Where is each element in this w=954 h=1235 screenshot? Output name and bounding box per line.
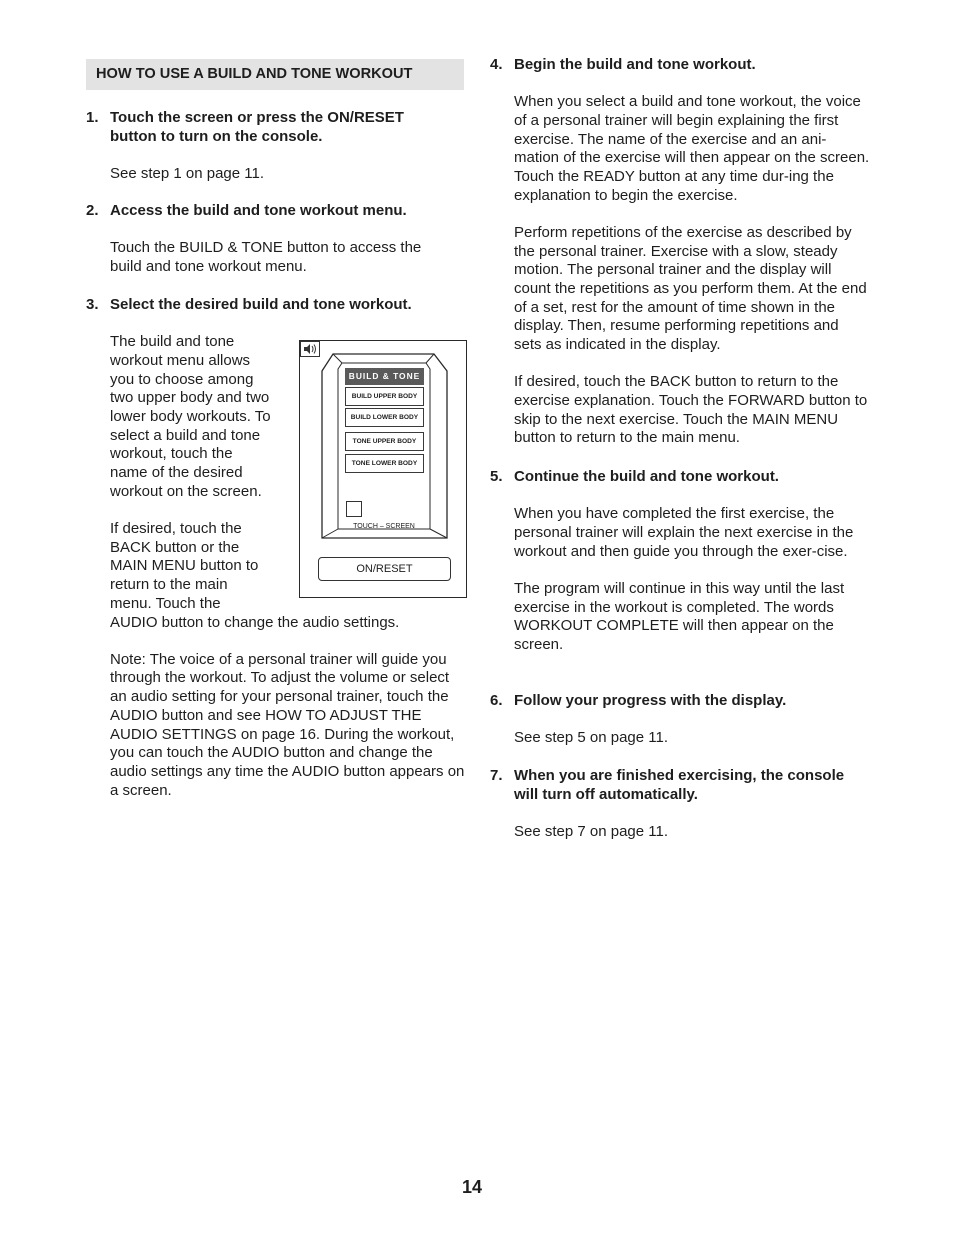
touch-screen-label: TOUCH – SCREEN — [353, 523, 415, 530]
console-item-build-upper[interactable]: BUILD UPPER BODY — [345, 387, 424, 406]
step-number: 6. — [490, 692, 503, 709]
speaker-icon[interactable] — [300, 341, 320, 357]
step-5-title: 5. Continue the build and tone workout. — [490, 468, 779, 485]
step-1-text: See step 1 on page 11. — [110, 164, 265, 182]
step-4-text-3: If desired, touch the BACK button to return to the exercise explanation. Touch the FORWARD button to skip to the next exercise. Touch the MAIN MENU button to return to the main menu. — [514, 373, 868, 447]
step-3-note: Note: The voice of a personal trainer will guide you through the workout. To adjust the volume or select an audio setting for your personal trainer, touch the AUDIO button and see HOW TO ADJUST THE AUDIO SETTINGS on page 16. During the workout, you can touch the AUDIO button and change the audio settings any time the AUDIO button appears on a screen. — [110, 650, 465, 799]
step-2-title: 2. Access the build and tone workout menu. — [86, 202, 407, 219]
step-number: 1. — [86, 109, 99, 126]
step-3-title: 3. Select the desired build and tone workout. — [86, 296, 412, 313]
step-number: 7. — [490, 767, 503, 784]
on-reset-button[interactable]: ON/RESET — [318, 557, 451, 581]
step-7-text: See step 7 on page 11. — [514, 822, 669, 840]
step-6-text: See step 5 on page 11. — [514, 729, 669, 747]
page-number: 14 — [462, 1177, 483, 1197]
step-4-text-1: When you select a build and tone workout, the voice of a personal trainer will begin explaining the first exercise. The name of the exercise and an ani-mation of the exercise will then appear on the screen. Touch the READY button at any time dur-ing the explanation to begin the exercise. — [514, 93, 870, 204]
step-7-title: 7. When you are finished exercising, the console will turn off automatically. — [490, 767, 845, 803]
step-number: 3. — [86, 296, 99, 313]
step-number: 4. — [490, 56, 503, 73]
step-5-text-2: The program will continue in this way until the last exercise in the workout is completed. The words WORKOUT COMPLETE will then appear on the screen. — [514, 579, 845, 653]
step-number: 5. — [490, 468, 503, 485]
console-menu-title: BUILD & TONE — [345, 368, 424, 385]
step-2-text: Touch the BUILD & TONE button to access the build and tone workout menu. — [110, 239, 422, 275]
step-2 — [86, 202, 456, 277]
step-4 — [490, 56, 870, 448]
step-3-menu-text: The build and tone workout menu allows you to choose among two upper body and two lower body workouts. To select a build and tone workout, touch the name of the desired workout on the screen. — [110, 333, 271, 500]
step-1-title: 1. Touch the screen or press the ON/RESET button to turn on the console. — [86, 109, 404, 145]
back-button-icon[interactable] — [346, 501, 362, 517]
step-1 — [86, 109, 466, 184]
console-illustration — [299, 340, 467, 598]
section-header: HOW TO USE A BUILD AND TONE WORKOUT — [86, 59, 464, 90]
console-item-tone-upper[interactable]: TONE UPPER BODY — [345, 432, 424, 451]
console-item-build-lower[interactable]: BUILD LOWER BODY — [345, 408, 424, 427]
step-6-title: 6. Follow your progress with the display. — [490, 692, 787, 709]
step-5-text-1: When you have completed the first exercise, the personal trainer will explain the next exercise in the workout and then guide you through the exer-cise. — [514, 505, 854, 560]
step-6 — [490, 692, 870, 748]
step-number: 2. — [86, 202, 99, 219]
step-5 — [490, 468, 870, 655]
step-3-back-text: If desired, touch the BACK button or the MAIN MENU button to return to the main menu. Touch the AUDIO button to change the audio settings. — [110, 520, 400, 631]
console-item-tone-lower[interactable]: TONE LOWER BODY — [345, 454, 424, 473]
step-4-text-2: Perform repetitions of the exercise as described by the personal trainer. Exercise with a slow, steady motion. The personal trainer and the display will count the repetitions as you perform them. At the end of a set, rest for the amount of time shown in the display. Then, resume performing repetitions and sets as indicated in the display. — [514, 223, 867, 354]
step-4-title: 4. Begin the build and tone workout. — [490, 56, 756, 73]
step-7 — [490, 767, 870, 842]
